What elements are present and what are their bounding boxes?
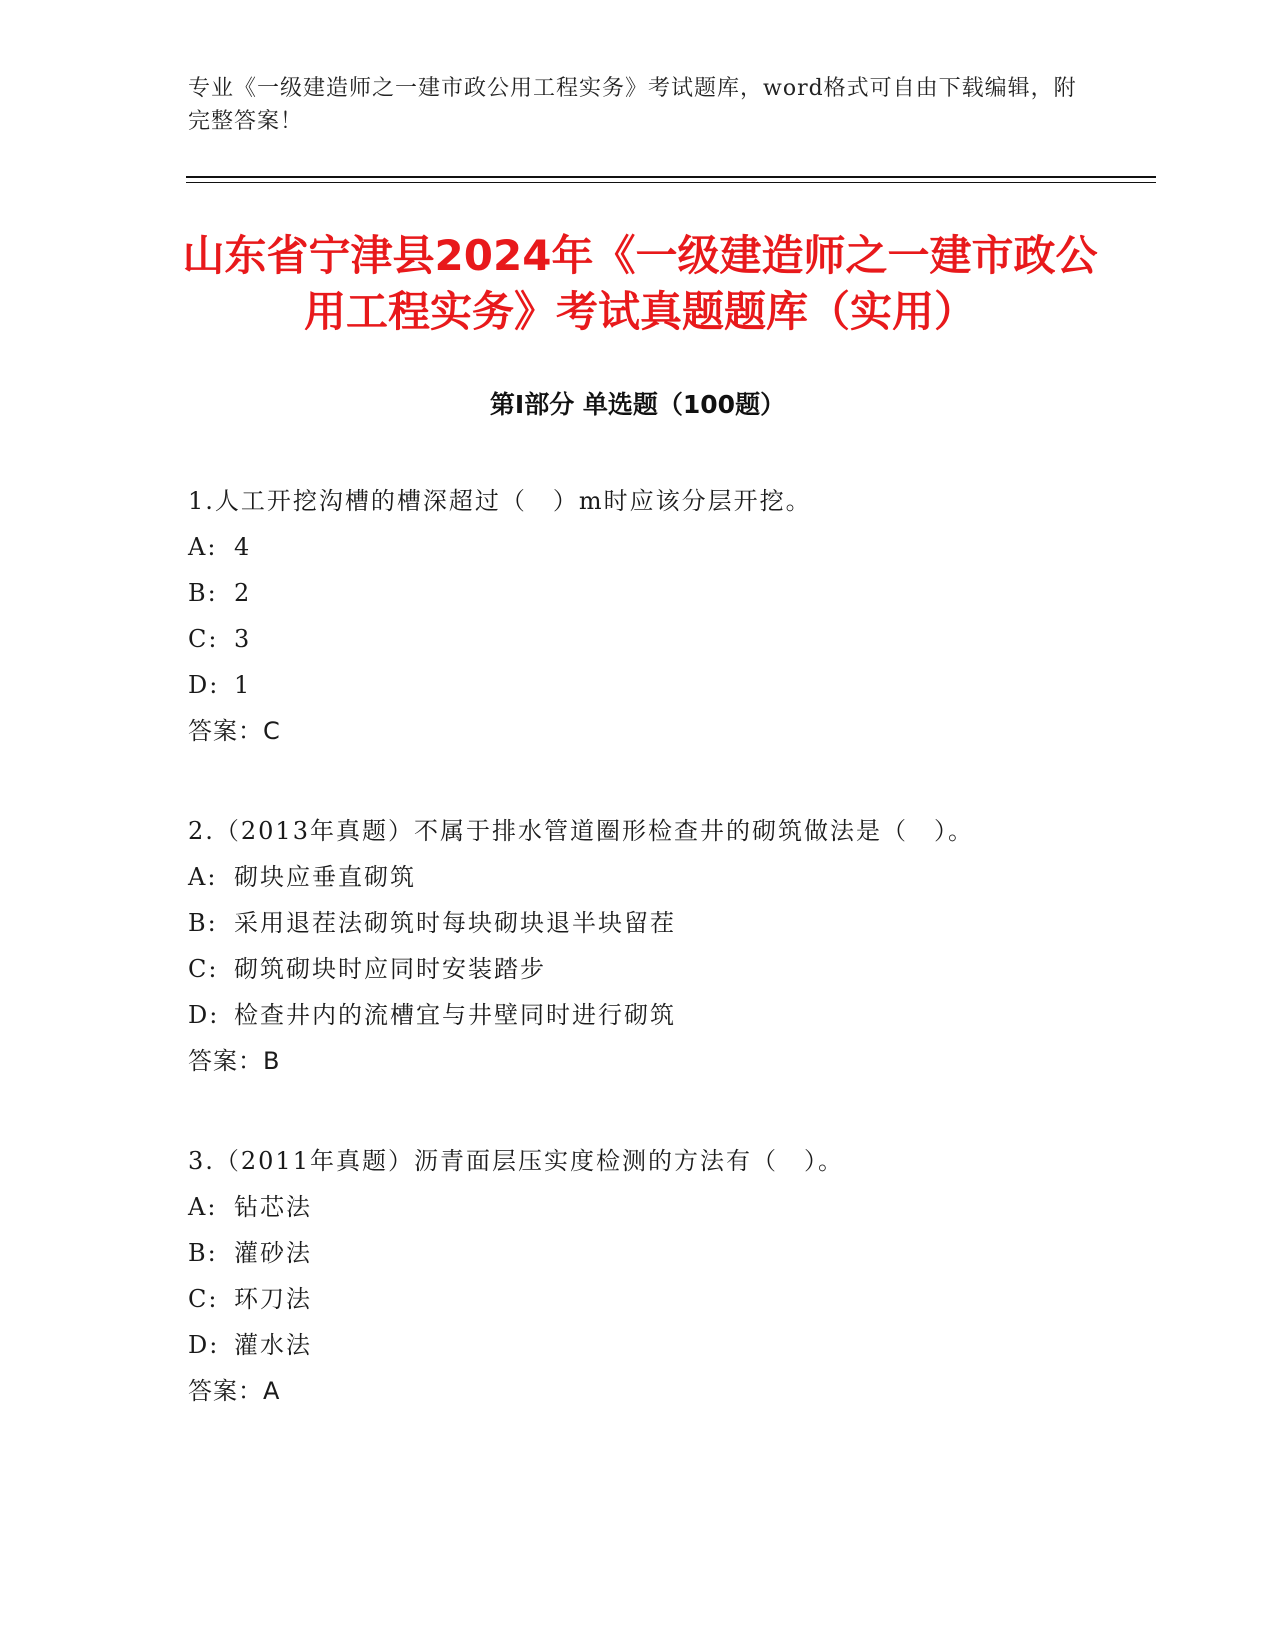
- option-letter: D:: [188, 671, 220, 699]
- option-text: 1: [234, 671, 252, 699]
- option-letter: B:: [188, 1239, 218, 1267]
- option-letter: C:: [188, 955, 219, 983]
- answer-key: 答案：B: [188, 1047, 281, 1075]
- document-title: 山东省宁津县2024年《一级建造师之一建市政公用工程实务》考试真题题库（实用）: [182, 231, 1098, 336]
- option-text: 灌水法: [234, 1331, 312, 1359]
- option-text: 检查井内的流槽宜与井壁同时进行砌筑: [234, 1001, 676, 1029]
- answer-option: [188, 524, 1148, 570]
- section-heading: 第Ⅰ部分 单选题（100题）: [489, 390, 786, 419]
- option-letter: A:: [188, 1193, 218, 1221]
- option-letter: D:: [188, 1001, 220, 1029]
- option-letter: C:: [188, 1285, 219, 1313]
- option-text: 2: [234, 579, 252, 607]
- option-text: 砌筑砌块时应同时安装踏步: [234, 955, 546, 983]
- header-rule-thick: [186, 176, 1156, 178]
- option-text: 砌块应垂直砌筑: [234, 863, 416, 891]
- answer-key: 答案：C: [188, 717, 281, 745]
- option-letter: D:: [188, 1331, 220, 1359]
- answer-option: [188, 992, 1148, 1038]
- option-text: 钻芯法: [234, 1193, 312, 1221]
- question-2: [188, 808, 1148, 1084]
- option-text: 4: [234, 533, 252, 561]
- option-letter: A:: [188, 863, 218, 891]
- answer-option: [188, 1276, 1148, 1322]
- option-text: 环刀法: [234, 1285, 312, 1313]
- question-list: [188, 478, 1148, 1468]
- header-rule-thin: [186, 182, 1156, 183]
- option-text: 采用退茬法砌筑时每块砌块退半块留茬: [234, 909, 676, 937]
- question-stem: 3.（2011年真题）沥青面层压实度检测的方法有（ ）。: [188, 1147, 844, 1175]
- answer-option: [188, 662, 1148, 708]
- option-letter: B:: [188, 579, 218, 607]
- header-note: 专业《一级建造师之一建市政公用工程实务》考试题库，word格式可自由下载编辑，附完整答案！: [188, 76, 1077, 134]
- answer-option: [188, 570, 1148, 616]
- option-letter: A:: [188, 533, 218, 561]
- answer-option: [188, 854, 1148, 900]
- question-1: [188, 478, 1148, 754]
- answer-option: [188, 616, 1148, 662]
- question-stem: 2.（2013年真题）不属于排水管道圈形检查井的砌筑做法是（ ）。: [188, 817, 974, 845]
- option-letter: B:: [188, 909, 218, 937]
- answer-option: [188, 946, 1148, 992]
- option-text: 灌砂法: [234, 1239, 312, 1267]
- question-stem: 1.人工开挖沟槽的槽深超过（ ）m时应该分层开挖。: [188, 487, 812, 515]
- question-3: [188, 1138, 1148, 1414]
- answer-option: [188, 900, 1148, 946]
- answer-option: [188, 1322, 1148, 1368]
- option-letter: C:: [188, 625, 219, 653]
- option-text: 3: [234, 625, 252, 653]
- answer-option: [188, 1184, 1148, 1230]
- answer-key: 答案：A: [188, 1377, 281, 1405]
- answer-option: [188, 1230, 1148, 1276]
